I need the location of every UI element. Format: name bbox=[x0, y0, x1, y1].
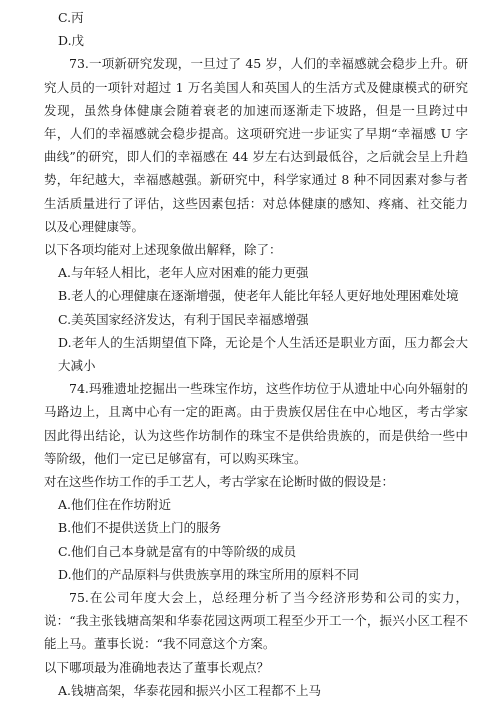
q74-option-b: B.他们不提供送货上门的服务 bbox=[58, 520, 222, 536]
q75-passage bbox=[44, 586, 468, 656]
q74-passage bbox=[44, 377, 468, 470]
q75-question: 以下哪项最为准确地表达了董事长观点？ bbox=[44, 659, 270, 675]
q73-question: 以下各项均能对上述现象做出解释，除了： bbox=[44, 242, 282, 258]
q73-option-d: D.老年人的生活期望值下降，无论是个人生活还是职业方面，压力都会大大减小 bbox=[58, 334, 468, 374]
q74-number: 74. bbox=[69, 381, 89, 397]
q73-option-b: B.老人的心理健康在逐渐增强，使老年人能比年轻人更好地处理困难处境 bbox=[58, 288, 459, 304]
q75-passage-text: 在公司年度大会上，总经理分析了当今经济形势和公司的实力，说：“我主张钱塘高架和华泰花园这两项工程至少开工一个，振兴小区工程不能上马。董事长说：“我不同意这个方案。 bbox=[44, 590, 468, 652]
q73-number: 73. bbox=[69, 56, 89, 72]
q74-option-d: D.他们的产品原料与供贵族享用的珠宝所用的原料不同 bbox=[58, 566, 360, 582]
q74-passage-text: 玛雅遗址挖掘出一些珠宝作坊，这些作坊位于从遗址中心向外辐射的马路边上，且离中心有一定的距离。由于贵族仅居住在中心地区，考古学家因此得出结论，认为这些作坊制作的珠宝不是供给贵族的，而是供给一些中等阶级，他们一定已足够富有，可以购买珠宝。 bbox=[44, 381, 468, 466]
q74-option-c: C.他们自己本身就是富有的中等阶级的成员 bbox=[58, 543, 297, 559]
q73-option-c: C.美英国家经济发达，有利于国民幸福感增强 bbox=[58, 311, 309, 327]
prev-option-d: D.戊 bbox=[58, 33, 85, 49]
q73-passage-text: 一项新研究发现，一旦过了 45 岁，人们的幸福感就会稳步上升。研究人员的一项针对超过 1 万名美国人和英国人的生活方式及健康模式的研究发现，虽然身体健康会随着衰老的加速而逐渐走下坡路，但是一旦跨过中年，人们的幸福感就会稳步提高。这项研究进一步证实了早期“幸福感 U 字曲线”的研究，即人们的幸福感在 44 岁左右达到最低谷，之后就会呈上升趋势，年纪越大，幸福感越强。新研究中，科学家通过 8 种不同因素对参与者生活质量进行了评估，这些因素包括：对总体健康的感知、疼痛、社交能力以及心理健康等。 bbox=[44, 56, 468, 234]
q75-number: 75. bbox=[69, 590, 89, 606]
q75-option-a: A.钱塘高架，华泰花园和振兴小区工程都不上马 bbox=[58, 682, 322, 698]
q74-option-a: A.他们住在作坊附近 bbox=[58, 497, 172, 513]
q73-option-a: A.与年轻人相比，老年人应对困难的能力更强 bbox=[58, 265, 309, 281]
q74-question: 对在这些作坊工作的手工艺人，考古学家在论断时做的假设是： bbox=[44, 474, 395, 490]
q73-passage bbox=[44, 52, 468, 238]
prev-option-c: C.丙 bbox=[58, 10, 84, 25]
